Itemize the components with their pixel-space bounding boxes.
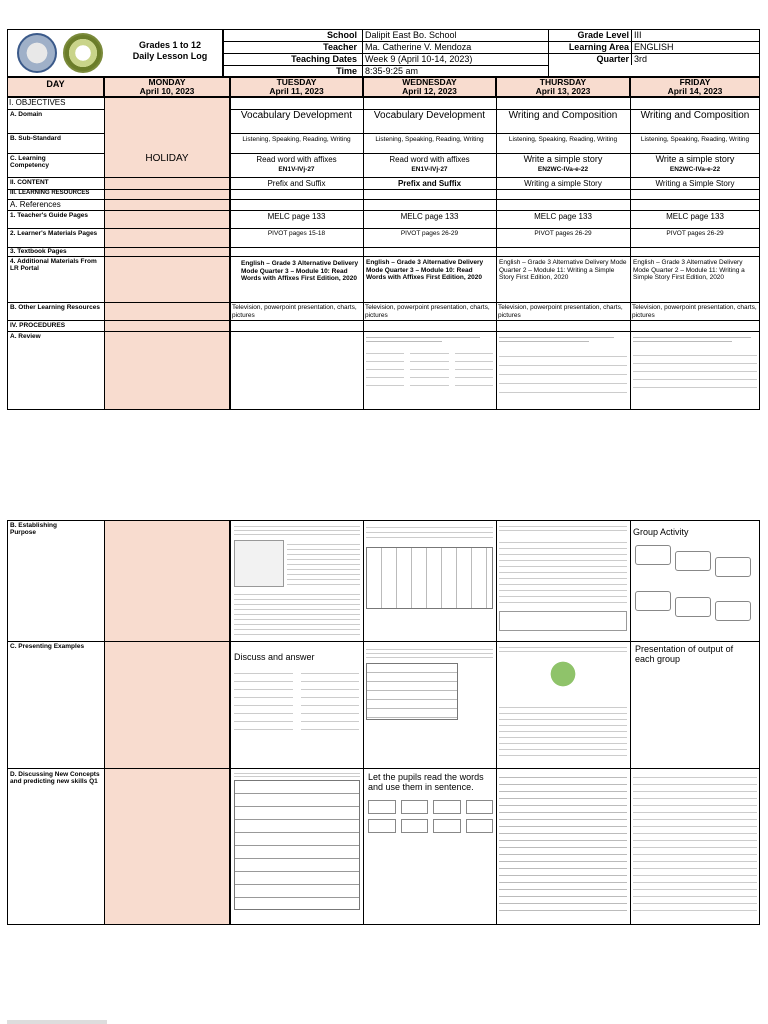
- thu-domain: Writing and Composition: [508, 110, 618, 121]
- divider: [230, 520, 231, 925]
- day-name: MONDAY: [148, 77, 186, 87]
- divider: [223, 65, 548, 66]
- divider: [7, 320, 760, 321]
- day-date: April 13, 2023: [535, 86, 591, 96]
- divider: [7, 256, 760, 257]
- thu-examples-worksheet: [499, 644, 627, 764]
- time-value: 8:35-9:25 am: [365, 66, 419, 76]
- thu-substandard: Listening, Speaking, Reading, Writing: [508, 136, 618, 143]
- divider: [7, 768, 760, 769]
- label-objectives: I. OBJECTIVES: [9, 98, 66, 107]
- day-date: April 11, 2023: [269, 86, 324, 96]
- wed-purpose-worksheet: [366, 523, 493, 638]
- info-values-right: [634, 29, 754, 65]
- label-content: II. CONTENT: [10, 179, 49, 186]
- dates-label: Teaching Dates: [291, 54, 357, 64]
- divider: [363, 520, 364, 925]
- monday-column: [104, 520, 230, 925]
- tue-competency-code: EN1V-IVj-27: [278, 166, 315, 173]
- fri-purpose-organizer: [635, 545, 757, 637]
- wed-examples-worksheet: [366, 646, 493, 764]
- tue-substandard: Listening, Speaking, Reading, Writing: [242, 136, 351, 143]
- label-other: B. Other Learning Resources: [10, 304, 100, 311]
- title-line-2: Daily Lesson Log: [132, 51, 208, 61]
- tue-content: Prefix and Suffix: [267, 179, 326, 188]
- wed-competency: Read word with affixes: [389, 155, 470, 164]
- wed-learners-materials: PIVOT pages 26-29: [400, 230, 459, 237]
- thu-purpose-worksheet: [499, 523, 627, 638]
- time-label: Time: [336, 66, 357, 76]
- wed-other: Television, powerpoint presentation, charts, pictures: [365, 304, 490, 319]
- teacher-label: Teacher: [323, 42, 357, 52]
- fri-content: Writing a Simple Story: [655, 179, 735, 188]
- tue-purpose-worksheet: [234, 523, 360, 638]
- fri-learners-materials: PIVOT pages 26-29: [666, 230, 724, 237]
- tue-competency: Read word with affixes: [256, 155, 337, 164]
- tue-examples-worksheet: [234, 666, 359, 761]
- fri-examples-text: Presentation of output of each group: [635, 644, 734, 664]
- day-header-monday: [104, 77, 230, 97]
- divider: [7, 228, 760, 229]
- divider: [630, 97, 631, 410]
- day-name: TUESDAY: [276, 77, 317, 87]
- label-resources: III. LEARNING RESOURCES: [10, 190, 90, 196]
- grade-value: III: [634, 30, 642, 40]
- tue-other: Television, powerpoint presentation, charts, pictures: [232, 304, 357, 319]
- wed-discussing-text: Let the pupils read the words and use them in sentence.: [368, 772, 484, 792]
- monday-holiday: HOLIDAY: [145, 153, 189, 164]
- fri-competency-code: EN2WC-IVa-e-22: [669, 166, 721, 173]
- day-header-friday: [630, 77, 760, 97]
- school-label: School: [326, 30, 357, 40]
- divider: [363, 97, 364, 410]
- label-examples: C. Presenting Examples: [10, 643, 85, 650]
- label-review: A. Review: [10, 333, 41, 340]
- deped-seal-icon: [17, 33, 57, 73]
- divider: [7, 331, 760, 332]
- wed-teachers-guide: MELC page 133: [400, 212, 459, 221]
- wed-content: Prefix and Suffix: [397, 179, 462, 188]
- fri-other: Television, powerpoint presentation, charts, pictures: [632, 304, 757, 319]
- label-competency: C. Learning Competency: [10, 155, 50, 169]
- tue-learners-materials: PIVOT pages 15-18: [267, 230, 326, 237]
- wed-domain: Vocabulary Development: [373, 110, 486, 121]
- day-date: April 14, 2023: [667, 86, 723, 96]
- thu-review-worksheet: [499, 334, 627, 408]
- label-purpose: B. Establishing Purpose: [10, 522, 57, 536]
- day-date: April 10, 2023: [139, 86, 195, 96]
- label-learners-materials: 2. Learner's Materials Pages: [10, 230, 98, 237]
- day-name: THURSDAY: [539, 77, 587, 87]
- fri-additional: English – Grade 3 Alternative Delivery Mode Quarter 2 – Module 11: Writing a Simple Story First Edition, 2020: [633, 259, 745, 281]
- tue-examples-title: Discuss and answer: [234, 652, 315, 662]
- thu-other: Television, powerpoint presentation, charts, pictures: [498, 304, 623, 319]
- divider: [7, 189, 760, 190]
- divider: [223, 41, 548, 42]
- teacher-value: Ma. Catherine V. Mendoza: [365, 42, 472, 52]
- label-discussing: D. Discussing New Concepts and predicting new skills Q1: [10, 771, 100, 785]
- tue-affix-table: [234, 771, 360, 921]
- thu-additional: English – Grade 3 Alternative Delivery Mode Quarter 2 – Module 11: Writing a Simple Story First Edition, 2020: [499, 259, 627, 281]
- day-name: WEDNESDAY: [402, 77, 457, 87]
- wed-review-worksheet: [366, 334, 493, 408]
- divider: [7, 210, 760, 211]
- header-title: [120, 40, 220, 62]
- monday-column: [104, 97, 230, 410]
- day-header-tuesday: [230, 77, 363, 97]
- day-header-thursday: [496, 77, 630, 97]
- label-teachers-guide: 1. Teacher's Guide Pages: [10, 212, 89, 219]
- thu-discussing-questions: [499, 771, 627, 921]
- info-labels-right: [549, 29, 629, 65]
- thu-learners-materials: PIVOT pages 26-29: [534, 230, 592, 237]
- school-seal-icon: [63, 33, 103, 73]
- divider: [496, 97, 497, 410]
- quarter-value: 3rd: [634, 54, 648, 64]
- school-value: Dalipit East Bo. School: [365, 30, 457, 40]
- fri-teachers-guide: MELC page 133: [666, 212, 724, 221]
- divider: [230, 133, 760, 134]
- title-line-1: Grades 1 to 12: [138, 40, 202, 50]
- wed-additional: English – Grade 3 Alternative Delivery Mode Quarter 3 – Module 10: Read Words with Affixes First Edition, 2020: [366, 259, 484, 281]
- dates-value: Week 9 (April 10-14, 2023): [365, 54, 473, 64]
- divider: [630, 520, 631, 925]
- tue-domain: Vocabulary Development: [240, 110, 353, 121]
- fri-review-worksheet: [633, 334, 757, 408]
- fri-competency: Write a simple story: [655, 154, 735, 164]
- tue-teachers-guide: MELC page 133: [267, 212, 326, 221]
- thu-competency: Write a simple story: [523, 154, 603, 164]
- wed-substandard: Listening, Speaking, Reading, Writing: [375, 136, 484, 143]
- story-illustration-icon: [538, 658, 588, 698]
- wed-word-cards: [368, 800, 493, 860]
- divider: [7, 247, 760, 248]
- day-name: FRIDAY: [679, 77, 711, 87]
- divider: [7, 199, 760, 200]
- day-header-label: DAY: [7, 77, 104, 97]
- label-textbook: 3. Textbook Pages: [10, 248, 67, 255]
- divider: [7, 177, 760, 178]
- label-substandard: B. Sub-Standard: [10, 135, 61, 142]
- thu-teachers-guide: MELC page 133: [534, 212, 592, 221]
- day-header-wednesday: [363, 77, 496, 97]
- fri-discussing-notes: [633, 771, 757, 921]
- fri-domain: Writing and Composition: [640, 110, 750, 121]
- divider: [7, 302, 760, 303]
- day-date: April 12, 2023: [402, 86, 457, 96]
- label-additional: 4. Additional Materials From LR Portal: [10, 258, 97, 272]
- label-procedures: IV. PROCEDURES: [10, 322, 66, 329]
- divider: [496, 520, 497, 925]
- fri-purpose-title: Group Activity: [633, 527, 689, 537]
- area-value: ENGLISH: [634, 42, 674, 52]
- next-page-edge: [7, 1020, 107, 1024]
- thu-content: Writing a simple Story: [524, 179, 602, 188]
- divider: [230, 97, 231, 410]
- thu-competency-code: EN2WC-IVa-e-22: [537, 166, 589, 173]
- label-domain: A. Domain: [10, 111, 43, 118]
- grade-label: Grade Level: [577, 30, 629, 40]
- area-label: Learning Area: [568, 42, 629, 52]
- fri-substandard: Listening, Speaking, Reading, Writing: [640, 136, 750, 143]
- divider: [631, 29, 632, 65]
- wed-competency-code: EN1V-IVj-27: [411, 166, 448, 173]
- quarter-label: Quarter: [596, 54, 629, 64]
- tue-additional: English – Grade 3 Alternative Delivery Mode Quarter 3 – Module 10: Read Words with Affixes First Edition, 2020: [241, 260, 359, 282]
- label-references: A. References: [10, 200, 61, 209]
